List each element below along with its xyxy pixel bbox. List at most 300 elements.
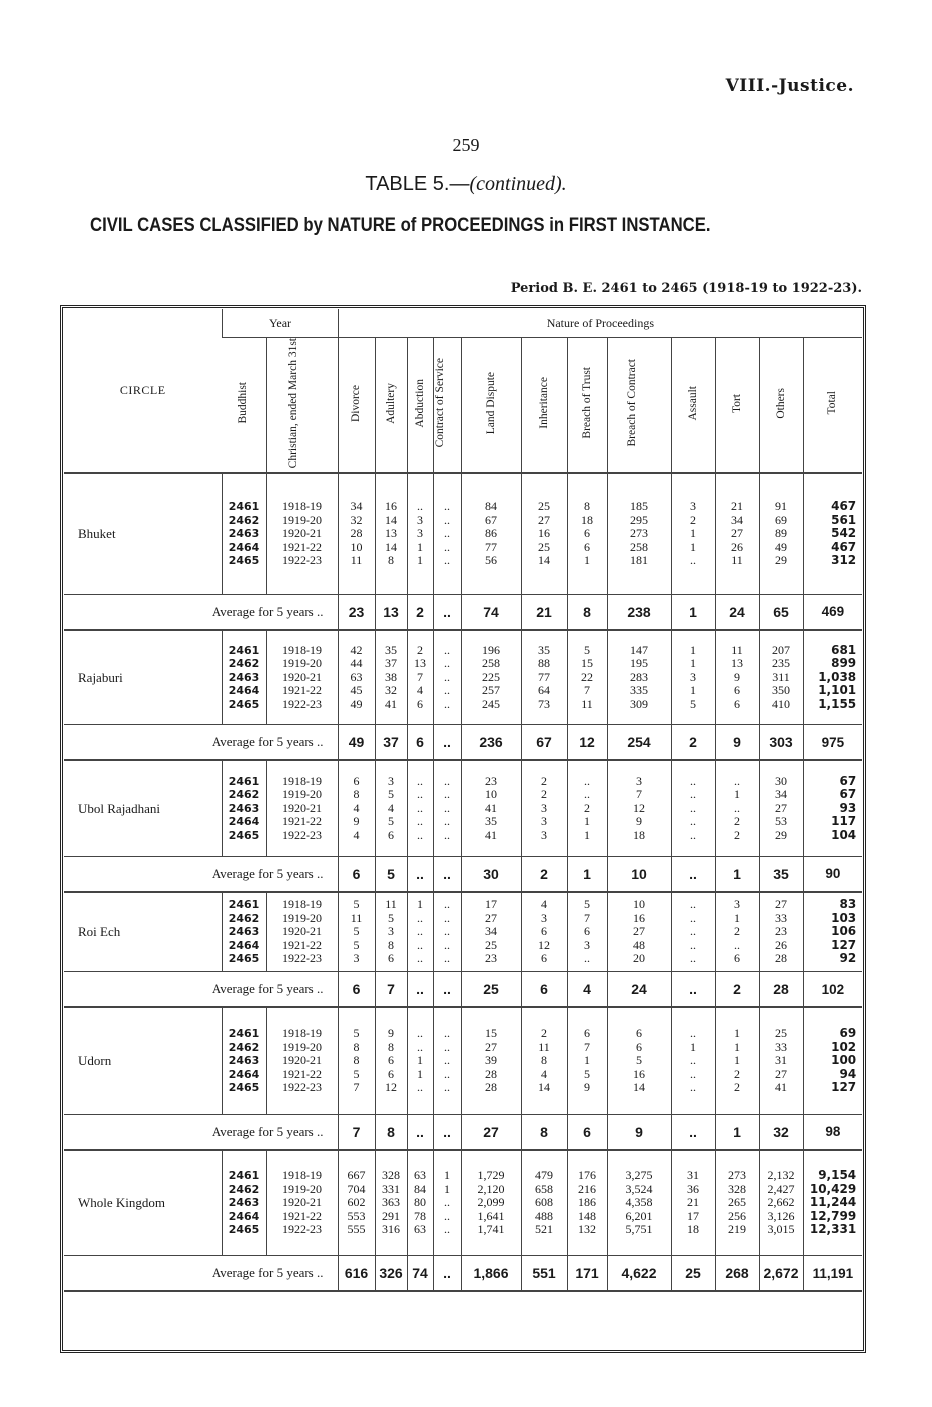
cell-value: 467 bbox=[831, 499, 857, 514]
average-value: 551 bbox=[521, 1256, 567, 1292]
cell-value: 27 bbox=[775, 800, 787, 815]
average-value: .. bbox=[433, 972, 461, 1008]
cell-value: 2 bbox=[541, 773, 547, 788]
cell-value: 3,126 bbox=[767, 1208, 795, 1223]
cell-value: 25 bbox=[538, 539, 550, 554]
col-header-total: Total bbox=[803, 338, 862, 474]
cell-value: 83 bbox=[839, 897, 857, 912]
average-value: 1 bbox=[567, 856, 607, 892]
cell-value: 31 bbox=[687, 1168, 699, 1183]
cell-value: 39 bbox=[485, 1053, 497, 1068]
cell-value: 2465 bbox=[228, 554, 260, 568]
data-cell bbox=[759, 630, 803, 725]
cell-value: 1 bbox=[690, 683, 696, 698]
cell-value: 258 bbox=[630, 539, 648, 554]
cell-value: .. bbox=[444, 539, 450, 554]
cell-value: 92 bbox=[839, 951, 857, 966]
average-value: 8 bbox=[567, 594, 607, 630]
cell-value: 30 bbox=[775, 773, 787, 788]
data-cell bbox=[567, 1150, 607, 1256]
cell-value: .. bbox=[444, 800, 450, 815]
average-label: Average for 5 years .. bbox=[64, 594, 338, 630]
cell-value: .. bbox=[690, 1053, 696, 1068]
year-group-header: Year bbox=[222, 309, 338, 338]
average-value: 236 bbox=[461, 725, 521, 761]
cell-value: 2 bbox=[690, 512, 696, 527]
cell-value: 84 bbox=[485, 499, 497, 514]
cell-value: 5 bbox=[388, 787, 394, 802]
data-cell bbox=[715, 760, 759, 856]
cell-value: 14 bbox=[538, 553, 550, 568]
cell-value: 32 bbox=[385, 683, 397, 698]
cell-value: .. bbox=[444, 526, 450, 541]
table-title bbox=[0, 173, 932, 196]
cell-value: 1 bbox=[734, 1026, 740, 1041]
cell-value: .. bbox=[417, 827, 423, 842]
cell-value: 67 bbox=[839, 773, 857, 788]
data-cell bbox=[461, 760, 521, 856]
cell-value: 28 bbox=[485, 1080, 497, 1095]
cell-value: .. bbox=[690, 1080, 696, 1095]
cell-value: 12 bbox=[385, 1080, 397, 1095]
cell-value: .. bbox=[417, 1039, 423, 1054]
cell-value: .. bbox=[444, 1039, 450, 1054]
average-value: 254 bbox=[607, 725, 671, 761]
cell-value: 63 bbox=[350, 669, 363, 684]
cell-value: .. bbox=[690, 951, 696, 966]
cell-value: 335 bbox=[630, 683, 648, 698]
cell-value: 4 bbox=[541, 897, 547, 912]
cell-value: 18 bbox=[581, 512, 593, 527]
cell-value: 67 bbox=[485, 512, 497, 527]
average-value: 4,622 bbox=[607, 1256, 671, 1292]
cell-value: 45 bbox=[350, 683, 363, 698]
cell-value: .. bbox=[690, 827, 696, 842]
average-value: .. bbox=[433, 1256, 461, 1292]
cell-value: 5 bbox=[353, 1026, 360, 1041]
cell-value: 2461 bbox=[228, 643, 260, 657]
cell-value: .. bbox=[690, 937, 696, 952]
cell-value: .. bbox=[444, 1222, 450, 1237]
cell-value: 35 bbox=[538, 642, 550, 657]
cell-value: 6 bbox=[584, 526, 590, 541]
cell-value: 29 bbox=[775, 553, 787, 568]
circle-name: Ubol Rajadhani bbox=[78, 800, 160, 816]
cell-value: 521 bbox=[535, 1222, 553, 1237]
cell-value: 8 bbox=[353, 787, 360, 802]
cell-value: 34 bbox=[485, 924, 497, 939]
cell-value: 11 bbox=[538, 1039, 550, 1054]
data-cell bbox=[607, 473, 671, 594]
cell-value: 196 bbox=[482, 642, 500, 657]
average-value: 11,191 bbox=[803, 1256, 862, 1292]
cell-value: .. bbox=[690, 800, 696, 815]
cell-value: 2,662 bbox=[767, 1195, 795, 1210]
cell-value: 3 bbox=[388, 924, 394, 939]
cell-value: 10 bbox=[633, 897, 645, 912]
cell-value: 84 bbox=[414, 1181, 426, 1196]
cell-value: 5 bbox=[584, 1066, 590, 1081]
data-cell bbox=[803, 1150, 862, 1256]
cell-value: 1 bbox=[584, 827, 590, 842]
cell-value: 41 bbox=[775, 1080, 787, 1095]
data-cell bbox=[338, 1007, 375, 1114]
cell-value: 1919-20 bbox=[282, 1181, 322, 1196]
cell-value: 553 bbox=[347, 1208, 366, 1223]
cell-value: 80 bbox=[414, 1195, 426, 1210]
data-cell bbox=[715, 892, 759, 972]
cell-value: 148 bbox=[578, 1208, 596, 1223]
data-cell bbox=[375, 760, 407, 856]
cell-value: 235 bbox=[772, 656, 790, 671]
average-value: 13 bbox=[375, 594, 407, 630]
average-value: 65 bbox=[759, 594, 803, 630]
cell-value: 56 bbox=[485, 553, 497, 568]
cell-value: .. bbox=[444, 1195, 450, 1210]
cell-value: 2 bbox=[734, 924, 740, 939]
cell-value: 273 bbox=[630, 526, 648, 541]
data-cell bbox=[803, 630, 862, 725]
header-row-groups bbox=[64, 309, 862, 338]
cell-value: .. bbox=[444, 512, 450, 527]
data-cell bbox=[338, 473, 375, 594]
cell-value: 2463 bbox=[228, 527, 260, 541]
data-cell bbox=[433, 892, 461, 972]
cell-value: 10,429 bbox=[809, 1181, 857, 1196]
average-value: .. bbox=[433, 594, 461, 630]
cell-value: .. bbox=[417, 924, 423, 939]
cell-value: 1,155 bbox=[818, 696, 857, 711]
circle-name: Bhuket bbox=[78, 526, 116, 542]
cell-value: .. bbox=[444, 642, 450, 657]
cell-value: 17 bbox=[485, 897, 497, 912]
cell-value: 1918-19 bbox=[282, 499, 322, 514]
cell-value: 14 bbox=[385, 512, 397, 527]
section-row bbox=[64, 630, 862, 725]
average-value: 24 bbox=[607, 972, 671, 1008]
average-value: .. bbox=[407, 856, 433, 892]
average-value: 7 bbox=[338, 1114, 375, 1150]
average-value: 12 bbox=[567, 725, 607, 761]
cell-value: 8 bbox=[388, 937, 394, 952]
cell-value: 2461 bbox=[228, 774, 260, 788]
christian-year-cell bbox=[266, 1150, 338, 1256]
cell-value: 1 bbox=[690, 526, 696, 541]
data-cell bbox=[338, 892, 375, 972]
data-cell bbox=[803, 1007, 862, 1114]
cell-value: .. bbox=[690, 1066, 696, 1081]
section-row bbox=[64, 892, 862, 972]
cell-value: .. bbox=[690, 553, 696, 568]
cell-value: 23 bbox=[485, 773, 497, 788]
cell-value: 18 bbox=[633, 827, 645, 842]
cell-value: 479 bbox=[535, 1168, 553, 1183]
average-value: 90 bbox=[803, 856, 862, 892]
average-value: 2 bbox=[715, 972, 759, 1008]
cell-value: 1919-20 bbox=[282, 910, 322, 925]
cell-value: 15 bbox=[581, 656, 593, 671]
circle-name: Udorn bbox=[78, 1053, 112, 1069]
cell-value: 6 bbox=[541, 924, 547, 939]
cell-value: .. bbox=[417, 499, 423, 514]
cell-value: 6 bbox=[584, 1026, 590, 1041]
cell-value: 2 bbox=[541, 787, 547, 802]
cell-value: 309 bbox=[630, 696, 648, 711]
cell-value: 25 bbox=[485, 937, 497, 952]
cell-value: 9 bbox=[636, 814, 642, 829]
cell-value: 27 bbox=[775, 1066, 787, 1081]
cell-value: 602 bbox=[347, 1195, 366, 1210]
cell-value: 608 bbox=[535, 1195, 553, 1210]
average-value: 49 bbox=[338, 725, 375, 761]
cell-value: 35 bbox=[385, 642, 397, 657]
average-label: Average for 5 years .. bbox=[64, 1114, 338, 1150]
cell-value: 265 bbox=[728, 1195, 746, 1210]
cell-value: 11 bbox=[731, 642, 743, 657]
data-cell bbox=[759, 1150, 803, 1256]
cell-value: 5 bbox=[353, 897, 360, 912]
average-value: 102 bbox=[803, 972, 862, 1008]
data-cell bbox=[759, 892, 803, 972]
cell-value: 6 bbox=[636, 1026, 642, 1041]
cell-value: 8 bbox=[541, 1053, 547, 1068]
data-cell bbox=[461, 1007, 521, 1114]
cell-value: 1921-22 bbox=[282, 937, 322, 952]
data-cell bbox=[433, 630, 461, 725]
cell-value: 27 bbox=[731, 526, 743, 541]
cell-value: 1918-19 bbox=[282, 1026, 322, 1041]
data-cell bbox=[607, 1007, 671, 1114]
cell-value: .. bbox=[444, 1066, 450, 1081]
cell-value: .. bbox=[690, 814, 696, 829]
cell-value: 2464 bbox=[228, 1209, 260, 1223]
average-value: 6 bbox=[521, 972, 567, 1008]
cell-value: 328 bbox=[728, 1181, 746, 1196]
data-cell bbox=[715, 473, 759, 594]
average-value: 2 bbox=[521, 856, 567, 892]
cell-value: 48 bbox=[633, 937, 645, 952]
cell-value: 3 bbox=[690, 499, 696, 514]
cell-value: .. bbox=[734, 937, 740, 952]
data-cell bbox=[671, 1150, 715, 1256]
cell-value: 49 bbox=[775, 539, 787, 554]
data-cell bbox=[521, 1007, 567, 1114]
cell-value: 410 bbox=[772, 696, 790, 711]
christian-year-cell bbox=[266, 630, 338, 725]
col-header-breach-trust: Breach of Trust bbox=[567, 338, 607, 474]
cell-value: 9 bbox=[584, 1080, 590, 1095]
cell-value: 2 bbox=[584, 800, 590, 815]
cell-value: 28 bbox=[350, 526, 363, 541]
buddhist-year-cell bbox=[222, 1007, 266, 1114]
cell-value: 22 bbox=[581, 669, 593, 684]
cell-value: 11 bbox=[350, 553, 363, 568]
cell-value: 195 bbox=[630, 656, 648, 671]
cell-value: 1921-22 bbox=[282, 814, 322, 829]
data-cell bbox=[671, 892, 715, 972]
average-label: Average for 5 years .. bbox=[64, 972, 338, 1008]
cell-value: 2462 bbox=[228, 513, 260, 527]
data-cell bbox=[759, 1007, 803, 1114]
cell-value: 219 bbox=[728, 1222, 746, 1237]
cell-value: 2463 bbox=[228, 1054, 260, 1068]
cell-value: 49 bbox=[350, 696, 363, 711]
average-value: .. bbox=[433, 1114, 461, 1150]
average-row bbox=[64, 1114, 862, 1150]
cell-value: 42 bbox=[350, 642, 363, 657]
average-value: .. bbox=[671, 1114, 715, 1150]
cell-value: 1,038 bbox=[818, 669, 857, 684]
col-header-land-dispute: Land Dispute bbox=[461, 338, 521, 474]
cell-value: 3 bbox=[636, 773, 642, 788]
cell-value: 363 bbox=[382, 1195, 400, 1210]
cell-value: 1,741 bbox=[477, 1222, 505, 1237]
cell-value: 11 bbox=[581, 696, 593, 711]
cell-value: 5 bbox=[584, 897, 590, 912]
data-cell bbox=[671, 630, 715, 725]
cell-value: 12,331 bbox=[809, 1222, 857, 1237]
cell-value: .. bbox=[417, 800, 423, 815]
cell-value: 34 bbox=[731, 512, 743, 527]
cell-value: 328 bbox=[382, 1168, 400, 1183]
data-cell bbox=[375, 473, 407, 594]
cell-value: 561 bbox=[831, 512, 857, 527]
cell-value: 257 bbox=[482, 683, 500, 698]
cell-value: 1922-23 bbox=[282, 951, 322, 966]
cell-value: 27 bbox=[633, 924, 645, 939]
cell-value: 1921-22 bbox=[282, 683, 322, 698]
cell-value: 6 bbox=[734, 683, 740, 698]
data-cell bbox=[803, 760, 862, 856]
data-cell bbox=[433, 1007, 461, 1114]
cell-value: 256 bbox=[728, 1208, 746, 1223]
cell-value: 1 bbox=[734, 787, 740, 802]
cell-value: .. bbox=[444, 669, 450, 684]
average-value: 238 bbox=[607, 594, 671, 630]
cell-value: .. bbox=[417, 1026, 423, 1041]
cell-value: 1 bbox=[584, 1053, 590, 1068]
cell-value: 3 bbox=[417, 526, 423, 541]
cell-value: .. bbox=[690, 924, 696, 939]
cell-value: 94 bbox=[839, 1066, 857, 1081]
cell-value: 7 bbox=[584, 683, 590, 698]
cell-value: .. bbox=[444, 1208, 450, 1223]
cell-value: 181 bbox=[630, 553, 648, 568]
cell-value: 3 bbox=[584, 937, 590, 952]
cell-value: 38 bbox=[385, 669, 397, 684]
data-cell bbox=[375, 1007, 407, 1114]
cell-value: 8 bbox=[353, 1053, 360, 1068]
data-cell bbox=[567, 473, 607, 594]
cell-value: 1 bbox=[690, 656, 696, 671]
cell-value: 2465 bbox=[228, 828, 260, 842]
cell-value: 2462 bbox=[228, 911, 260, 925]
average-value: 303 bbox=[759, 725, 803, 761]
cell-value: 104 bbox=[831, 827, 857, 842]
christian-year-cell bbox=[266, 760, 338, 856]
cell-value: 64 bbox=[538, 683, 550, 698]
cell-value: 27 bbox=[485, 1039, 497, 1054]
cell-value: 185 bbox=[630, 499, 648, 514]
cell-value: 1922-23 bbox=[282, 827, 322, 842]
cell-value: 3 bbox=[541, 800, 547, 815]
cell-value: 69 bbox=[775, 512, 787, 527]
cell-value: 1,641 bbox=[477, 1208, 505, 1223]
average-value: .. bbox=[407, 972, 433, 1008]
cell-value: 7 bbox=[636, 787, 642, 802]
cell-value: 106 bbox=[831, 924, 857, 939]
cell-value: 6 bbox=[734, 696, 740, 711]
data-cell bbox=[567, 630, 607, 725]
cell-value: 36 bbox=[687, 1181, 699, 1196]
data-cell bbox=[607, 630, 671, 725]
cell-value: 41 bbox=[485, 800, 497, 815]
cell-value: 5 bbox=[584, 642, 590, 657]
page-number: 259 bbox=[452, 135, 480, 155]
average-value: 2 bbox=[407, 594, 433, 630]
cell-value: 77 bbox=[485, 539, 497, 554]
cell-value: .. bbox=[444, 1080, 450, 1095]
cell-value: 6 bbox=[417, 696, 423, 711]
average-value: .. bbox=[433, 725, 461, 761]
cell-value: 12 bbox=[538, 937, 550, 952]
cell-value: 16 bbox=[385, 499, 397, 514]
cell-value: 6 bbox=[636, 1039, 642, 1054]
cell-value: 1922-23 bbox=[282, 553, 322, 568]
cell-value: .. bbox=[444, 499, 450, 514]
cell-value: 31 bbox=[775, 1053, 787, 1068]
cell-value: 9 bbox=[388, 1026, 394, 1041]
cell-value: .. bbox=[444, 937, 450, 952]
cell-value: 5 bbox=[353, 1066, 360, 1081]
cell-value: 37 bbox=[385, 656, 397, 671]
average-value: 6 bbox=[338, 856, 375, 892]
average-value: .. bbox=[433, 856, 461, 892]
cell-value: 5,751 bbox=[625, 1222, 653, 1237]
cell-value: 127 bbox=[831, 1080, 857, 1095]
cell-value: 1919-20 bbox=[282, 656, 322, 671]
average-value: 35 bbox=[759, 856, 803, 892]
cell-value: 26 bbox=[731, 539, 743, 554]
cell-value: 2 bbox=[734, 1066, 740, 1081]
col-header-others: Others bbox=[759, 338, 803, 474]
data-cell bbox=[759, 473, 803, 594]
average-value: 268 bbox=[715, 1256, 759, 1292]
data-cell bbox=[375, 1150, 407, 1256]
data-cell bbox=[461, 892, 521, 972]
cell-value: 10 bbox=[485, 787, 497, 802]
col-header-abduction: Abduction bbox=[407, 338, 433, 474]
cell-value: .. bbox=[417, 1080, 423, 1095]
cell-value: 16 bbox=[538, 526, 550, 541]
cell-value: 1920-21 bbox=[282, 924, 322, 939]
cell-value: 7 bbox=[584, 910, 590, 925]
cell-value: 2,427 bbox=[767, 1181, 795, 1196]
cell-value: 2464 bbox=[228, 684, 260, 698]
cell-value: 295 bbox=[630, 512, 648, 527]
average-value: 23 bbox=[338, 594, 375, 630]
cell-value: 3 bbox=[417, 512, 423, 527]
circle-header: CIRCLE bbox=[64, 309, 222, 473]
cell-value: 2461 bbox=[228, 898, 260, 912]
data-cell bbox=[433, 760, 461, 856]
data-cell bbox=[407, 1150, 433, 1256]
cell-value: 1,729 bbox=[477, 1168, 505, 1183]
cell-value: 86 bbox=[485, 526, 497, 541]
data-cell bbox=[338, 1150, 375, 1256]
cell-value: 11 bbox=[385, 897, 397, 912]
cell-value: 1919-20 bbox=[282, 787, 322, 802]
